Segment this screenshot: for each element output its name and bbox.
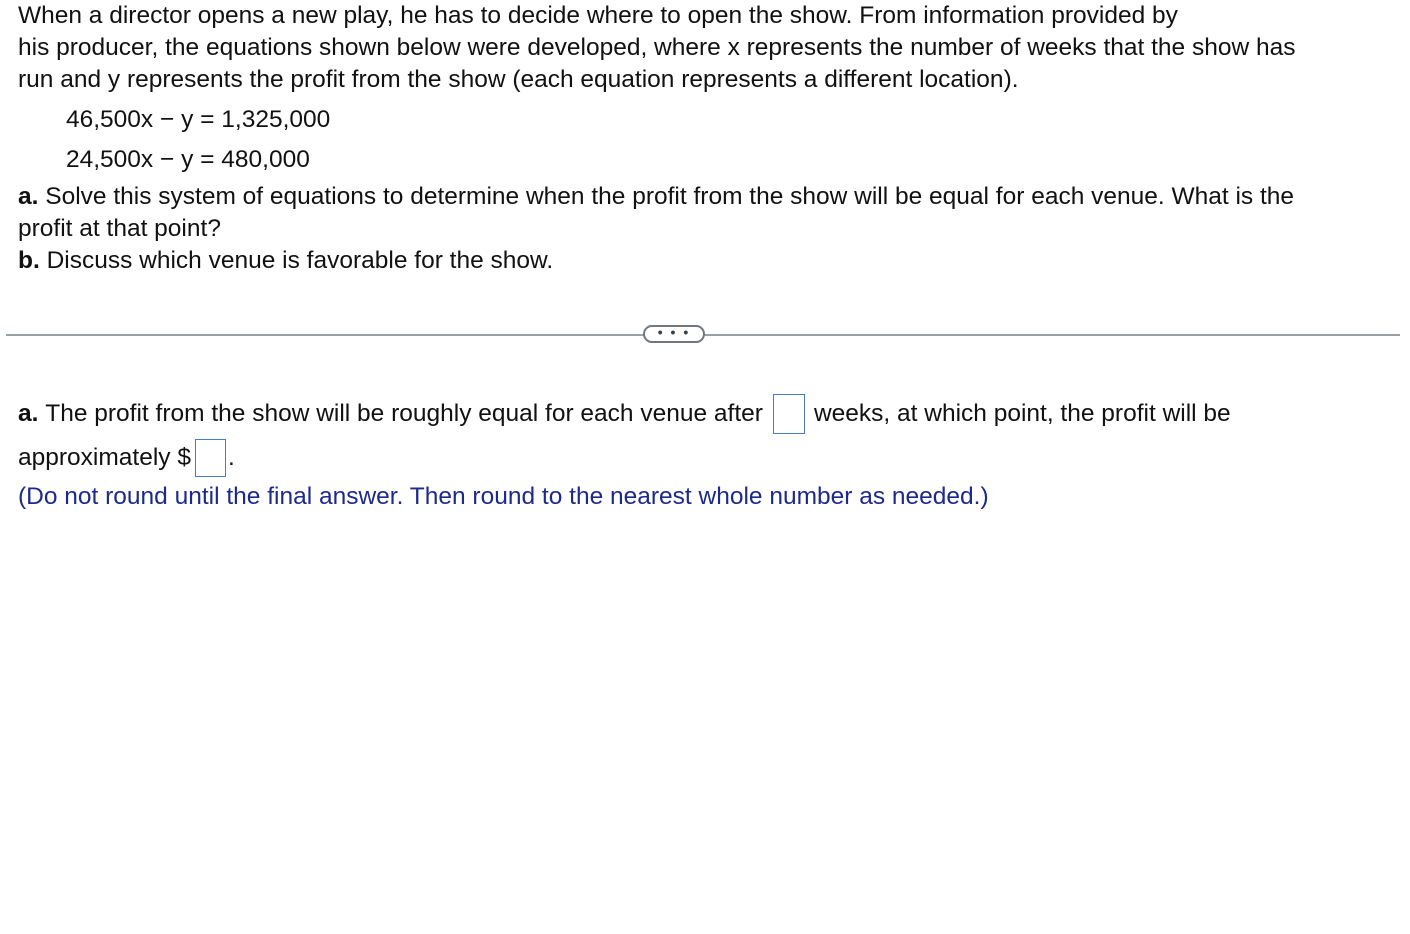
part-a-line-1: [18, 181, 1294, 213]
question-intro-line-1: When a director opens a new play, he has to decide where to open the show. From information provided by: [18, 2, 1178, 29]
answer-section: [18, 392, 1231, 480]
equation-2: 24,500x − y = 480,000: [66, 146, 310, 173]
question-parts: [18, 181, 1294, 277]
part-a-label: a.: [18, 183, 39, 210]
answer-text-before-weeks: The profit from the show will be roughly equal for each venue after: [45, 400, 763, 427]
answer-text-after-weeks: weeks, at which point, the profit will be: [813, 400, 1231, 427]
answer-line-2: [18, 436, 1231, 480]
rounding-hint: (Do not round until the final answer. Then round to the nearest whole number as needed.): [18, 483, 989, 510]
question-intro-line-2: his producer, the equations shown below were developed, where x represents the number of weeks that the show has: [18, 34, 1296, 61]
answer-text-before-profit: approximately $: [18, 444, 191, 471]
equation-system: [66, 100, 330, 180]
answer-line-1: [18, 392, 1231, 436]
part-b-line: [18, 245, 1294, 277]
more-dots-icon: • • •: [657, 324, 691, 340]
part-b-text: Discuss which venue is favorable for the show.: [46, 247, 554, 274]
answer-part-a-label: a.: [18, 400, 39, 427]
equation-1: 46,500x − y = 1,325,000: [66, 106, 331, 133]
answer-text-after-profit: .: [227, 444, 235, 471]
weeks-answer-input[interactable]: [773, 394, 805, 434]
question-text: [18, 0, 1393, 96]
question-intro-line-3: run and y represents the profit from the show (each equation represents a different location).: [18, 66, 1019, 93]
part-a-text-1: Solve this system of equations to determine when the profit from the show will be equal for each venue. What is the: [45, 183, 1295, 210]
profit-answer-input[interactable]: [195, 439, 226, 477]
part-b-label: b.: [18, 247, 40, 274]
part-a-line-2: profit at that point?: [18, 215, 221, 242]
expand-more-button[interactable]: [643, 325, 705, 343]
